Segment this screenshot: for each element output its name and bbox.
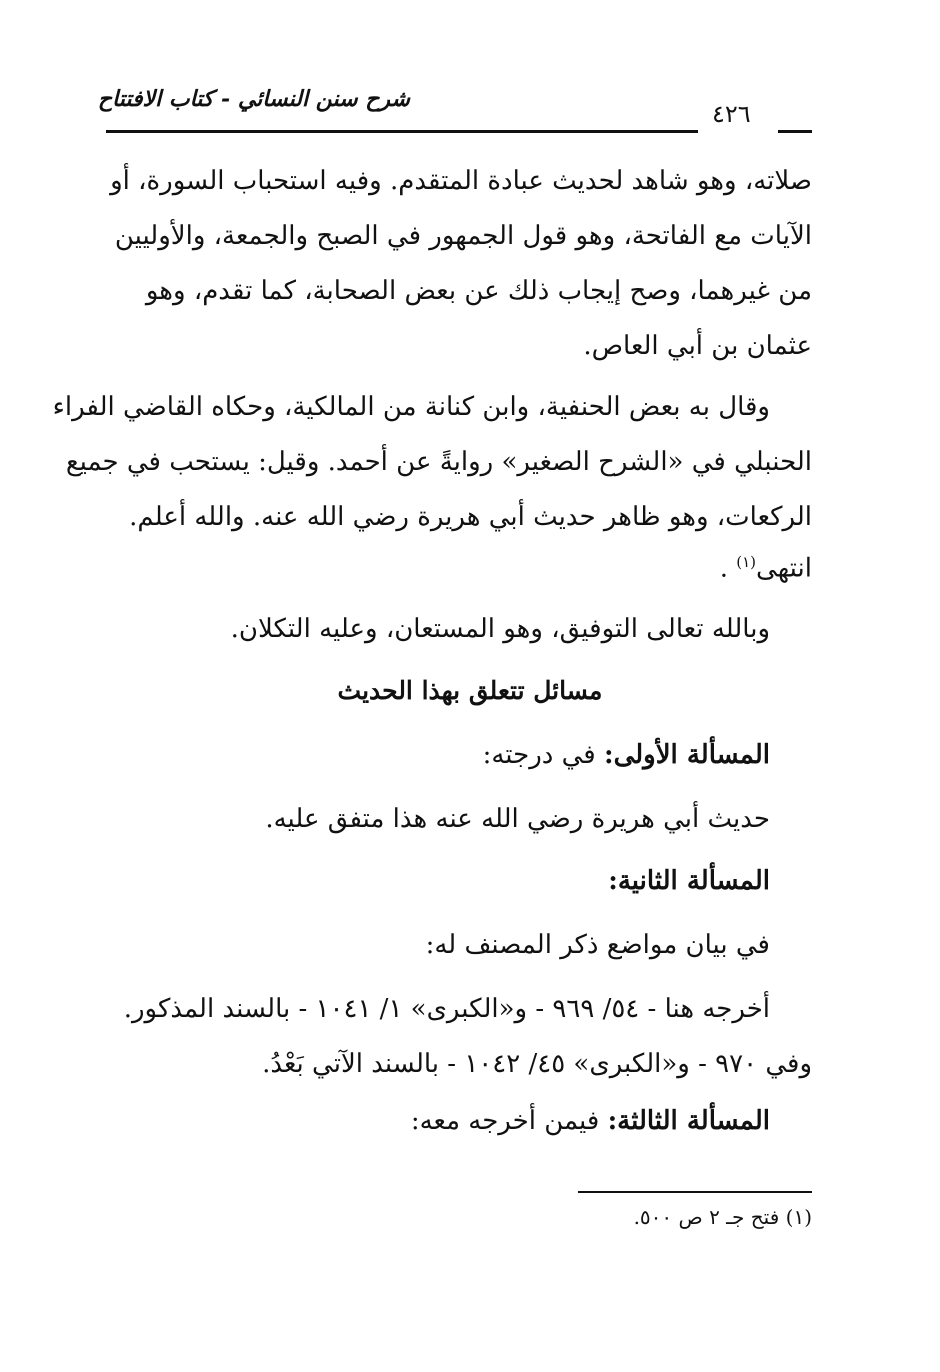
paragraph1-line: من غيرهما، وصح إيجاب ذلك عن بعض الصحابة، كما تقدم، وهو [145, 276, 812, 306]
issue3-label: المسألة الثالثة: [607, 1106, 770, 1136]
paragraph2-period: . [719, 553, 728, 584]
issue2-subtitle: في بيان مواضع ذكر المصنف له: [425, 930, 770, 960]
paragraph1-line: عثمان بن أبي العاص. [583, 331, 812, 361]
header-rule [106, 130, 698, 133]
issue1-title: في درجته: [482, 740, 604, 770]
issue2-label: المسألة الثانية: [608, 866, 770, 896]
footnote-number: (١) [785, 1205, 812, 1229]
page-number: ٤٢٦ [712, 100, 751, 128]
issue1-text: حديث أبي هريرة رضي الله عنه هذا متفق عليه. [265, 804, 770, 834]
issue3-heading [411, 1106, 770, 1136]
paragraph2-line: الحنبلي في «الشرح الصغير» روايةً عن أحمد. وقيل: يستحب في جميع [65, 447, 812, 477]
issue1-label: المسألة الأولى: [603, 740, 770, 770]
footnote-text: فتح جـ ٢ ص ٥٠٠. [633, 1205, 780, 1229]
paragraph2-end-word: انتهى [756, 553, 812, 584]
paragraph1-line: صلاته، وهو شاهد لحديث عبادة المتقدم. وفيه استحباب السورة، أو [110, 166, 812, 196]
paragraph2-line: الركعات، وهو ظاهر حديث أبي هريرة رضي الله عنه. والله أعلم. [129, 502, 812, 532]
footnote-rule [578, 1191, 812, 1193]
paragraph2-line: وقال به بعض الحنفية، وابن كنانة من المالكية، وحكاه القاضي الفراء [52, 392, 770, 422]
paragraph1-line: الآيات مع الفاتحة، وهو قول الجمهور في الصبح والجمعة، والأوليين [114, 221, 812, 251]
issue1-heading [483, 740, 770, 770]
issue2-line: وفي ٩٧٠ - و«الكبرى» ٤٥/ ١٠٤٢ - بالسند الآتي بَعْدُ. [262, 1049, 812, 1079]
footnote-reference: (١) [736, 553, 757, 571]
section-heading: مسائل تتعلق بهذا الحديث [337, 676, 603, 705]
issue3-title: فيمن أخرجه معه: [410, 1106, 608, 1136]
paragraph2-last-line [720, 553, 812, 584]
running-header-title: شرح سنن النسائي - كتاب الافتتاح [97, 86, 410, 112]
closing-line: وبالله تعالى التوفيق، وهو المستعان، وعليه التكلان. [230, 614, 770, 644]
issue2-line: أخرجه هنا - ٥٤/ ٩٦٩ - و«الكبرى» ١/ ١٠٤١ - بالسند المذكور. [123, 994, 770, 1024]
header-rule-short [778, 130, 812, 133]
footnote [634, 1205, 812, 1229]
